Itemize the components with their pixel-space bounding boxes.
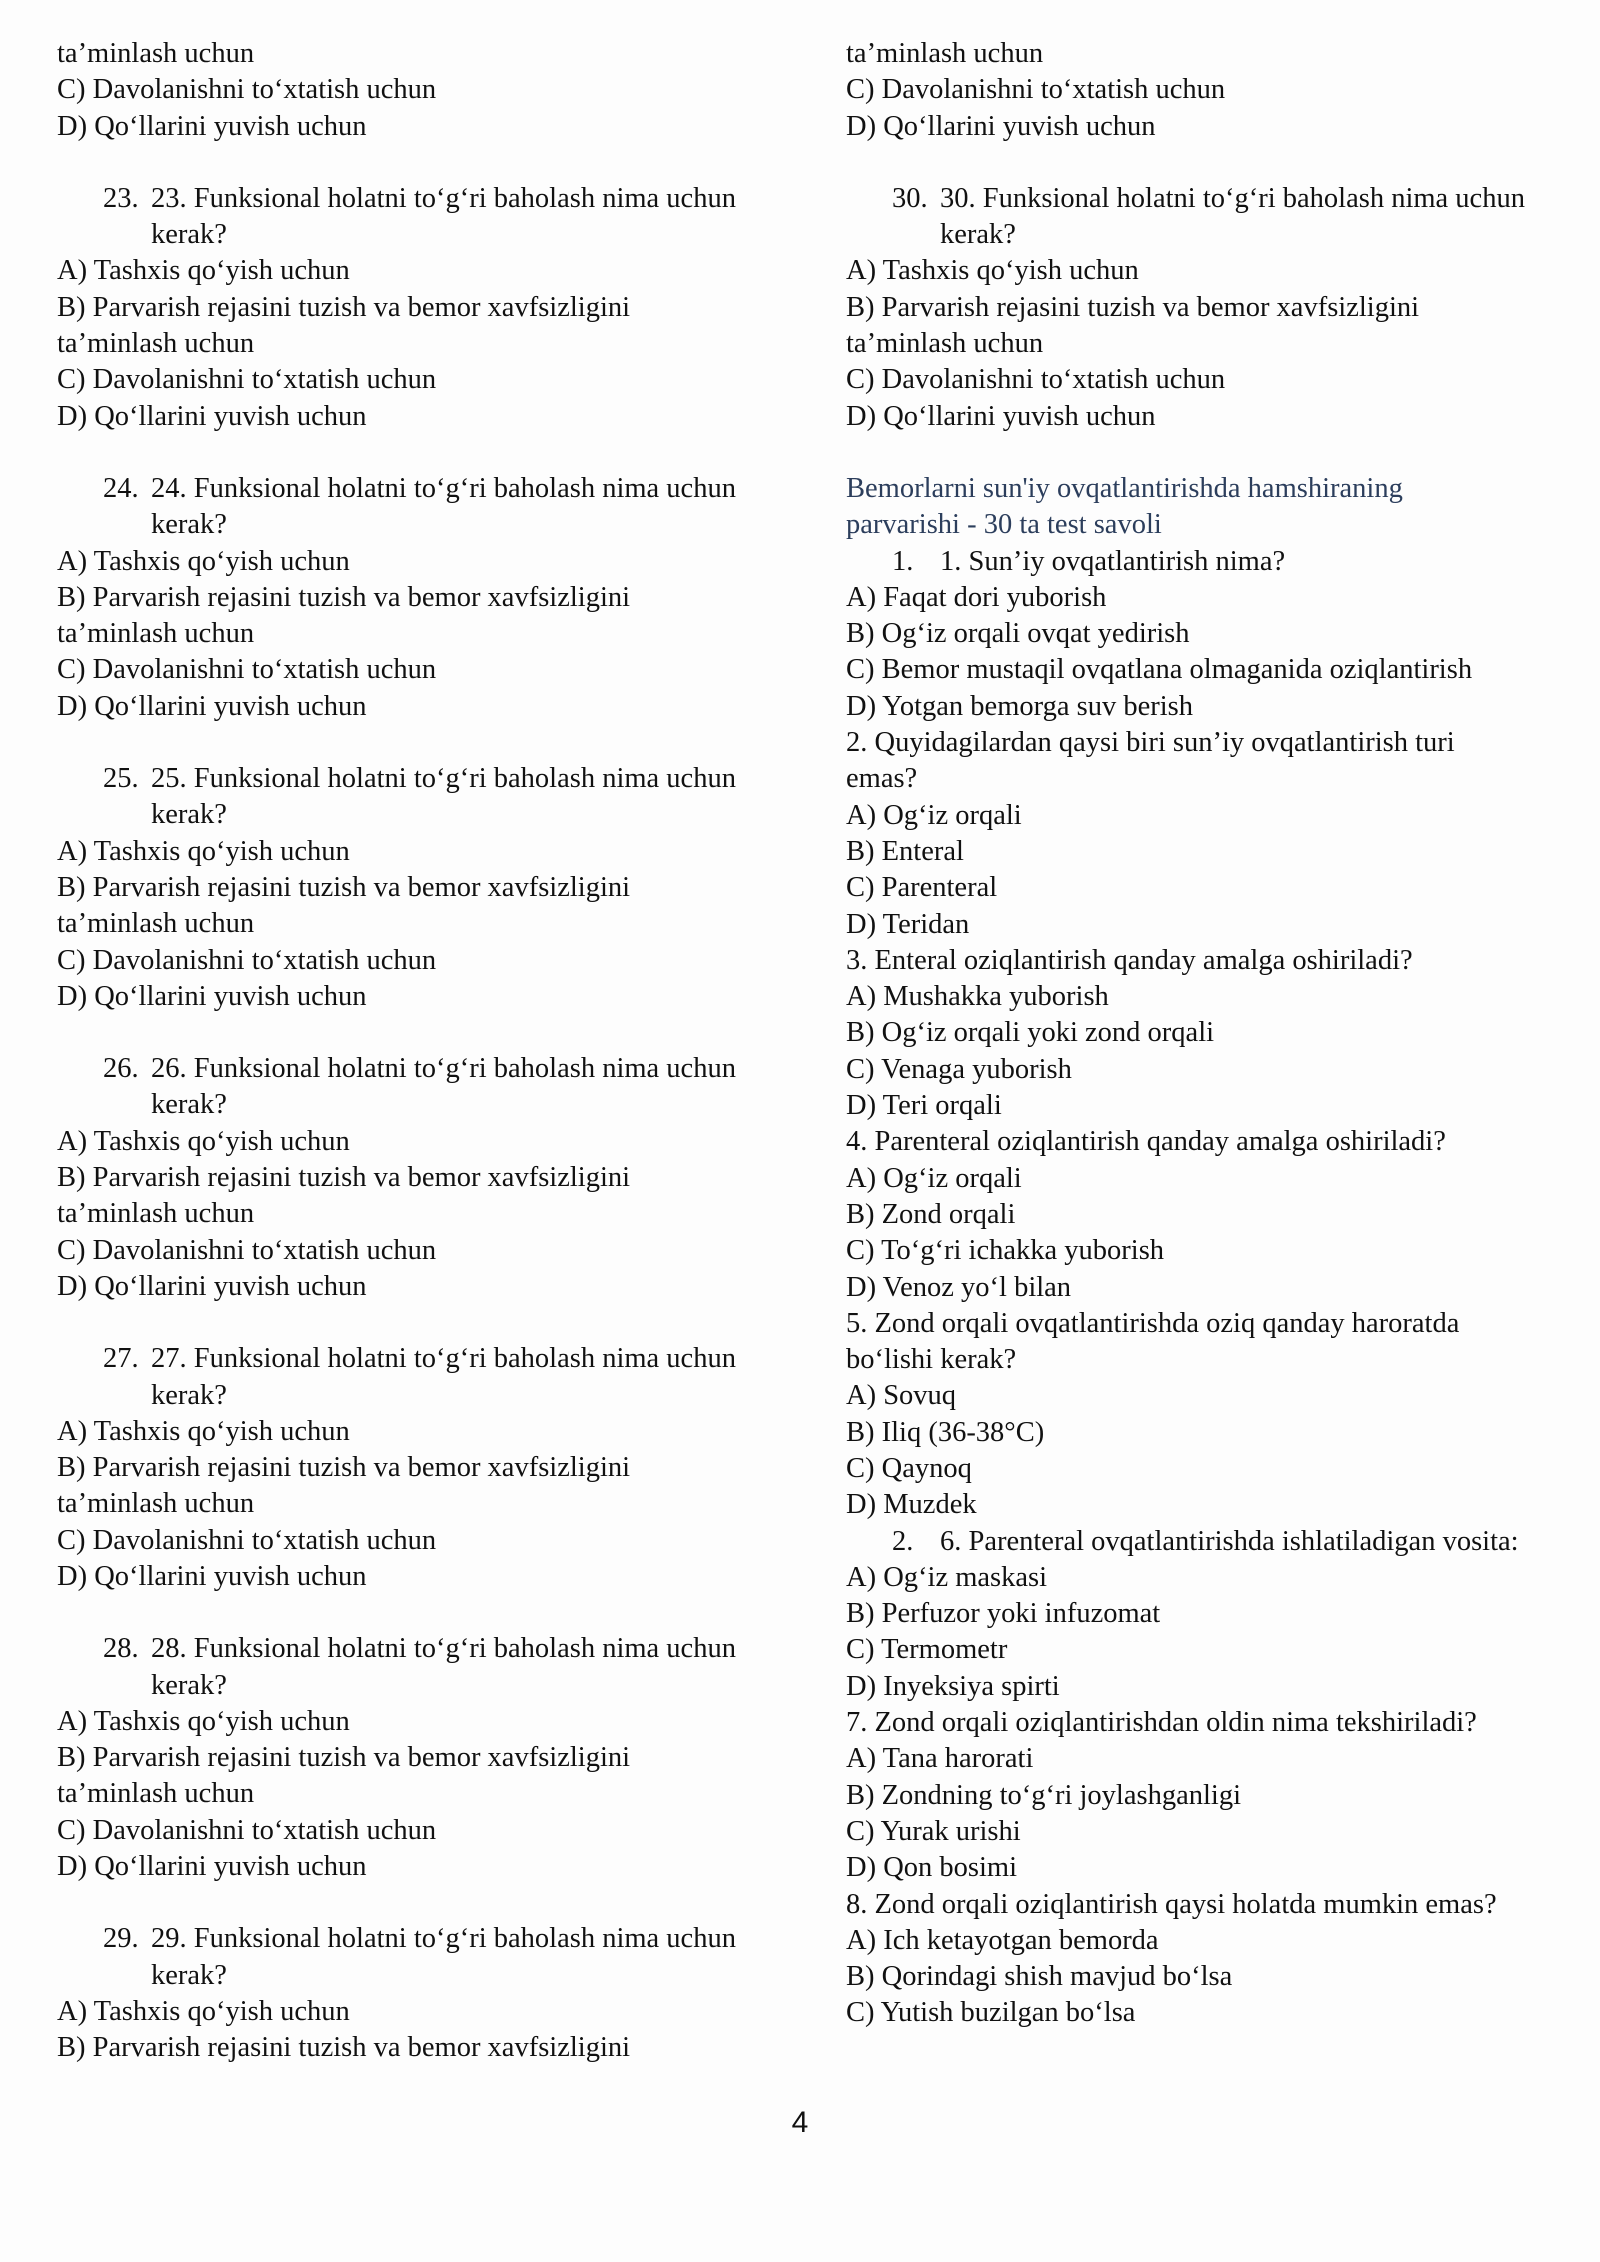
answer-option: B) Parvarish rejasini tuzish va bemor xavfsizligini: [57, 1452, 631, 1484]
left-column: [57, 36, 797, 2067]
text-line: C) Davolanishni to‘xtatish uchun: [846, 74, 1226, 106]
answer-option: ta’minlash uchun: [57, 1778, 255, 1810]
text-line: 2. Quyidagilardan qaysi biri sun’iy ovqatlantirish turi: [846, 727, 1455, 759]
answer-option: D) Qo‘llarini yuvish uchun: [57, 400, 367, 432]
text-line: D) Qo‘llarini yuvish uchun: [57, 110, 367, 142]
answer-option: C) Davolanishni to‘xtatish uchun: [846, 364, 1226, 396]
question-item: [57, 761, 797, 834]
text-line: B) Enteral: [846, 835, 964, 867]
answer-option: A) Tashxis qo‘yish uchun: [57, 255, 350, 287]
answer-option: B) Parvarish rejasini tuzish va bemor xavfsizligini: [57, 2032, 631, 2064]
text-line: 4. Parenteral oziqlantirish qanday amalga oshiriladi?: [846, 1126, 1446, 1158]
question-text: 23. Funksional holatni to‘g‘ri baholash nima uchun kerak?: [151, 182, 736, 251]
question-number: 24.: [103, 472, 139, 504]
answer-option: B) Parvarish rejasini tuzish va bemor xavfsizligini: [57, 1162, 631, 1194]
question-text: 1. Sun’iy ovqatlantirish nima?: [940, 545, 1286, 577]
answer-option: ta’minlash uchun: [57, 1198, 255, 1230]
question-text: 30. Funksional holatni to‘g‘ri baholash nima uchun kerak?: [940, 182, 1525, 251]
right-column: [846, 36, 1566, 2032]
answer-option: B) Parvarish rejasini tuzish va bemor xavfsizligini: [57, 871, 631, 903]
text-line: A) Og‘iz orqali: [846, 799, 1022, 831]
text-line: A) Tana harorati: [846, 1743, 1034, 1775]
question-number: 2.: [892, 1525, 914, 1557]
question-text: 28. Funksional holatni to‘g‘ri baholash nima uchun kerak?: [151, 1633, 736, 1701]
answer-option: B) Parvarish rejasini tuzish va bemor xavfsizligini: [846, 291, 1420, 323]
answer-option: A) Tashxis qo‘yish uchun: [57, 1705, 350, 1737]
question-item: [846, 181, 1566, 254]
answer-option: ta’minlash uchun: [57, 618, 255, 650]
text-line: D) Qon bosimi: [846, 1852, 1017, 1884]
text-line: D) Inyeksiya spirti: [846, 1670, 1060, 1702]
question-text: 26. Funksional holatni to‘g‘ri baholash nima uchun kerak?: [151, 1053, 736, 1121]
answer-option: A) Tashxis qo‘yish uchun: [57, 835, 350, 867]
question-text: 25. Funksional holatni to‘g‘ri baholash nima uchun kerak?: [151, 763, 736, 831]
answer-option: B) Parvarish rejasini tuzish va bemor xavfsizligini: [57, 1742, 631, 1774]
text-line: C) Qaynoq: [846, 1452, 972, 1484]
text-line: emas?: [846, 763, 918, 795]
text-line: D) Yotgan bemorga suv berish: [846, 690, 1193, 722]
question-number: 27.: [103, 1343, 139, 1375]
text-line: ta’minlash uchun: [57, 38, 255, 69]
text-line: ta’minlash uchun: [846, 38, 1044, 69]
answer-option: B) Parvarish rejasini tuzish va bemor xavfsizligini: [57, 291, 631, 323]
section-heading: Bemorlarni sun'iy ovqatlantirishda hamshiraning: [846, 472, 1403, 504]
text-line: C) Parenteral: [846, 872, 998, 904]
text-line: D) Muzdek: [846, 1489, 977, 1521]
text-line: D) Qo‘llarini yuvish uchun: [846, 110, 1156, 142]
text-line: D) Teri orqali: [846, 1090, 1002, 1122]
question-number: 1.: [892, 545, 914, 577]
answer-option: D) Qo‘llarini yuvish uchun: [57, 1270, 367, 1302]
text-line: C) Davolanishni to‘xtatish uchun: [57, 74, 437, 106]
text-line: B) Iliq (36-38°C): [846, 1416, 1045, 1448]
question-item: [57, 1921, 797, 1994]
answer-option: C) Davolanishni to‘xtatish uchun: [57, 1524, 437, 1556]
answer-option: B) Parvarish rejasini tuzish va bemor xavfsizligini: [57, 581, 631, 613]
question-number: 28.: [103, 1633, 139, 1665]
text-line: B) Zond orqali: [846, 1198, 1016, 1230]
answer-option: C) Davolanishni to‘xtatish uchun: [57, 944, 437, 976]
question-number: 29.: [103, 1923, 139, 1955]
text-line: D) Venoz yo‘l bilan: [846, 1271, 1072, 1303]
text-line: C) Termometr: [846, 1634, 1008, 1666]
answer-option: C) Davolanishni to‘xtatish uchun: [57, 364, 437, 396]
text-line: A) Faqat dori yuborish: [846, 581, 1107, 613]
text-line: 5. Zond orqali ovqatlantirishda oziq qanday haroratda: [846, 1307, 1460, 1339]
question-item: [57, 1631, 797, 1704]
question-item: [57, 1051, 797, 1124]
text-line: C) Yutish buzilgan bo‘lsa: [846, 1997, 1136, 2029]
text-line: 7. Zond orqali oziqlantirishdan oldin nima tekshiriladi?: [846, 1707, 1477, 1739]
answer-option: A) Tashxis qo‘yish uchun: [57, 1415, 350, 1447]
answer-option: A) Tashxis qo‘yish uchun: [846, 255, 1139, 287]
question-item: [57, 1341, 797, 1414]
text-line: B) Perfuzor yoki infuzomat: [846, 1598, 1161, 1630]
answer-option: C) Davolanishni to‘xtatish uchun: [57, 654, 437, 686]
question-text: 24. Funksional holatni to‘g‘ri baholash nima uchun kerak?: [151, 472, 736, 541]
text-line: C) Bemor mustaqil ovqatlana olmaganida oziqlantirish: [846, 654, 1473, 686]
text-line: B) Qorindagi shish mavjud bo‘lsa: [846, 1961, 1233, 1993]
text-line: A) Og‘iz maskasi: [846, 1561, 1048, 1593]
text-line: A) Og‘iz orqali: [846, 1162, 1022, 1194]
answer-option: C) Davolanishni to‘xtatish uchun: [57, 1234, 437, 1266]
answer-option: ta’minlash uchun: [57, 1488, 255, 1520]
answer-option: D) Qo‘llarini yuvish uchun: [57, 1851, 367, 1883]
text-line: D) Teridan: [846, 908, 970, 940]
text-line: B) Og‘iz orqali yoki zond orqali: [846, 1017, 1215, 1049]
page-number: 4: [791, 2106, 809, 2139]
answer-option: ta’minlash uchun: [57, 908, 255, 940]
question-number: 25.: [103, 763, 139, 795]
text-line: 8. Zond orqali oziqlantirish qaysi holatda mumkin emas?: [846, 1888, 1497, 1920]
question-item: [846, 1524, 1566, 1560]
answer-option: D) Qo‘llarini yuvish uchun: [57, 1560, 367, 1592]
question-item: [57, 181, 797, 254]
question-number: 30.: [892, 182, 928, 214]
text-line: C) To‘g‘ri ichakka yuborish: [846, 1235, 1165, 1267]
answer-option: D) Qo‘llarini yuvish uchun: [846, 400, 1156, 432]
text-line: C) Yurak urishi: [846, 1815, 1021, 1847]
section-heading: parvarishi - 30 ta test savoli: [846, 509, 1162, 541]
text-line: B) Zondning to‘g‘ri joylashganligi: [846, 1779, 1241, 1811]
answer-option: ta’minlash uchun: [57, 328, 255, 360]
text-line: B) Og‘iz orqali ovqat yedirish: [846, 618, 1190, 650]
answer-option: D) Qo‘llarini yuvish uchun: [57, 690, 367, 722]
answer-option: A) Tashxis qo‘yish uchun: [57, 545, 350, 577]
text-line: A) Ich ketayotgan bemorda: [846, 1924, 1159, 1956]
question-number: 26.: [103, 1053, 139, 1085]
text-line: 3. Enteral oziqlantirish qanday amalga oshiriladi?: [846, 944, 1413, 976]
text-line: C) Venaga yuborish: [846, 1053, 1072, 1085]
text-line: A) Sovuq: [846, 1380, 957, 1412]
text-line: bo‘lishi kerak?: [846, 1344, 1017, 1376]
answer-option: A) Tashxis qo‘yish uchun: [57, 1125, 350, 1157]
answer-option: A) Tashxis qo‘yish uchun: [57, 1995, 350, 2027]
question-text: 6. Parenteral ovqatlantirishda ishlatiladigan vosita:: [940, 1525, 1519, 1557]
question-text: 27. Funksional holatni to‘g‘ri baholash nima uchun kerak?: [151, 1343, 736, 1411]
question-text: 29. Funksional holatni to‘g‘ri baholash nima uchun kerak?: [151, 1923, 736, 1991]
answer-option: ta’minlash uchun: [846, 328, 1044, 360]
question-item: [57, 471, 797, 544]
answer-option: C) Davolanishni to‘xtatish uchun: [57, 1814, 437, 1846]
question-item: [846, 544, 1566, 580]
answer-option: D) Qo‘llarini yuvish uchun: [57, 980, 367, 1012]
question-number: 23.: [103, 182, 139, 214]
text-line: A) Mushakka yuborish: [846, 981, 1109, 1013]
